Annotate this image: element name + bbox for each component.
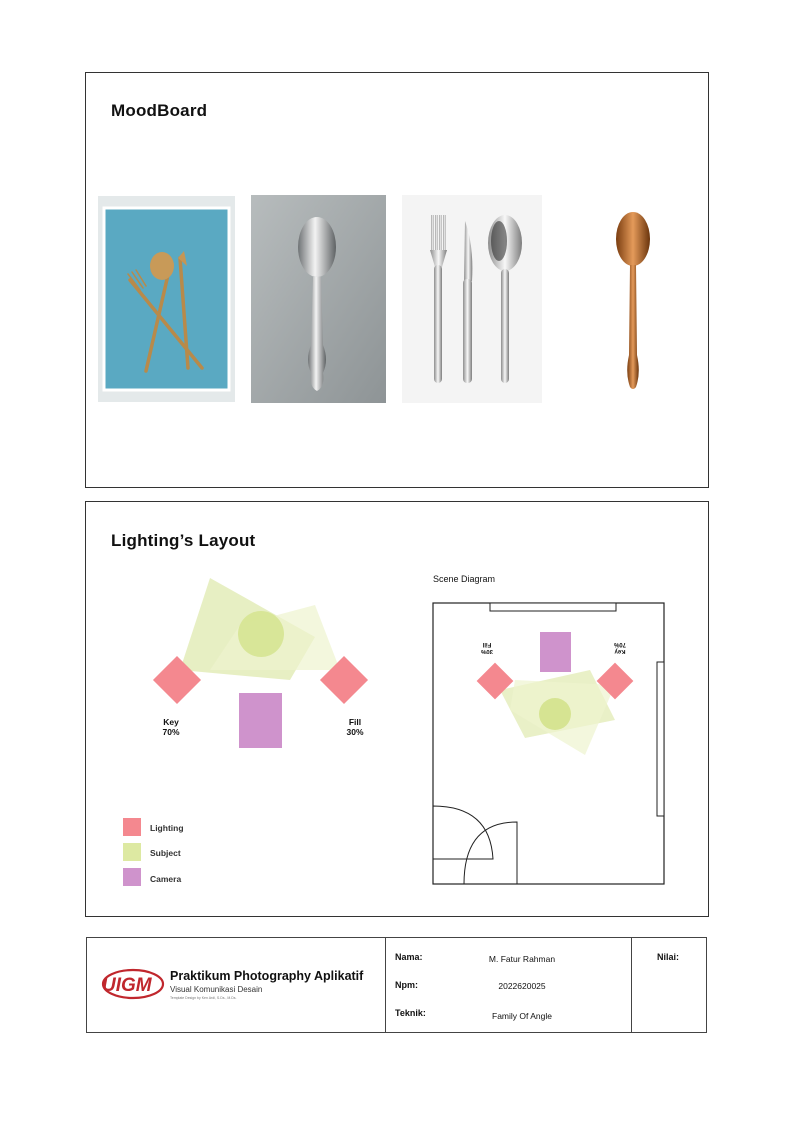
npm-label: Npm:	[395, 980, 418, 990]
scene-fill-tag-text: 30% Fill	[481, 641, 494, 654]
scene-subject	[539, 698, 571, 730]
fill-label	[342, 717, 368, 737]
legend-lighting-swatch	[123, 818, 141, 836]
scene-diagram-title: Scene Diagram	[433, 574, 496, 584]
npm-value: 2022620025	[498, 981, 546, 991]
legend-lighting-label: Lighting	[150, 823, 184, 833]
footer-divider-1	[385, 938, 386, 1032]
org-title: Praktikum Photography Aplikatif	[170, 969, 364, 983]
scene-fill-tag	[477, 640, 497, 654]
scene-key-tag	[610, 640, 630, 654]
key-label-value: 70%	[162, 727, 180, 737]
name-value: M. Fatur Rahman	[488, 954, 556, 964]
camera-rect	[239, 693, 282, 748]
fill-label-value: 30%	[346, 727, 364, 737]
copper-spoon-photo	[598, 205, 668, 395]
uigm-logo-text: UIGM	[102, 975, 152, 996]
uigm-logo	[99, 966, 165, 1002]
org-tagline: Template Design by Ken Ardi, S.Ds., M.Ds.	[170, 996, 237, 1000]
name-label: Nama:	[395, 952, 423, 962]
footer-info-box	[86, 937, 707, 1033]
room-window-top	[490, 603, 616, 611]
fork-knife-spoon-set-photo	[402, 195, 542, 403]
door-swing-1	[433, 806, 493, 859]
scene-key-tag-text: Key 70%	[614, 641, 627, 654]
gold-cutlery-on-blue-photo	[98, 196, 235, 402]
scene-diagram	[430, 600, 670, 890]
legend-camera-swatch	[123, 868, 141, 886]
key-label-name: Key	[163, 717, 179, 727]
org-subtitle: Visual Komunikasi Desain	[170, 985, 263, 994]
technique-value: Family Of Angle	[492, 1011, 552, 1021]
legend-subject-swatch	[123, 843, 141, 861]
moodboard-title: MoodBoard	[111, 101, 208, 120]
legend-camera-label: Camera	[150, 874, 182, 884]
door-swing-2	[464, 822, 517, 884]
fill-label-name: Fill	[348, 717, 362, 727]
key-label	[158, 717, 184, 737]
lighting-title: Lighting’s Layout	[111, 531, 256, 550]
footer-divider-2	[631, 938, 632, 1032]
technique-label: Teknik:	[395, 1008, 426, 1018]
scene-camera	[540, 632, 571, 672]
legend-subject-label: Subject	[150, 848, 181, 858]
grade-label: Nilai:	[657, 952, 680, 962]
room-window-right	[657, 662, 664, 816]
silver-ornate-spoon-photo	[251, 195, 386, 403]
subject-circle	[238, 611, 284, 657]
